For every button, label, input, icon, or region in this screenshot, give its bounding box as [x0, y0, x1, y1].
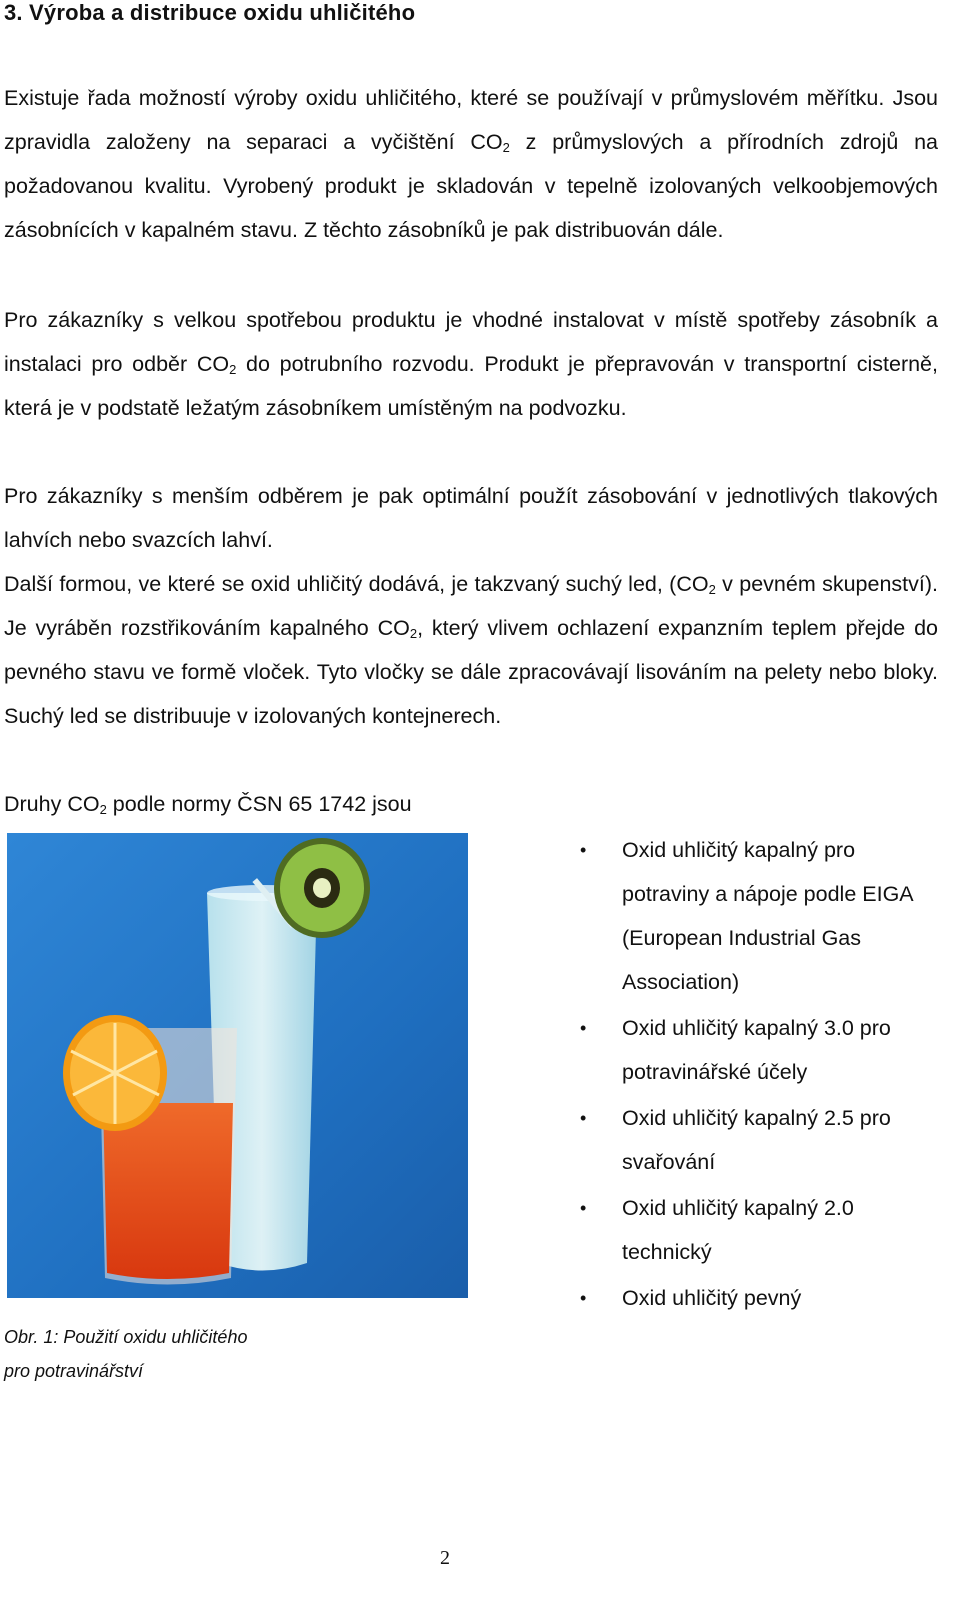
drinks-photo	[7, 833, 468, 1298]
kiwi-slice	[274, 838, 370, 938]
paragraph-small-customers: Pro zákazníky s menším odběrem je pak optimální použít zásobování v jednotlivých tlakových lahvích nebo svazcích lahví.	[4, 484, 938, 552]
list-item: • Oxid uhličitý kapalný 2.5 pro svařování	[580, 1096, 940, 1184]
page-number: 2	[440, 1547, 450, 1569]
caption-line-1: Obr. 1: Použití oxidu uhličitého	[4, 1327, 248, 1347]
caption-line-2: pro potravinářství	[4, 1361, 144, 1381]
co2-types-list	[580, 828, 940, 1322]
paragraph-production-methods: Existuje řada možností výroby oxidu uhličitého, které se používají v průmyslovém měřítku. Jsou zpravidla založeny na separaci a vyčištění $CO_2$ z průmyslových a přírodních zdrojů na požadovanou kvalitu. Vyrobený produkt je skladován v tepelně izolovaných velkoobjemových zásobnících v kapalném stavu. Z těchto zásobníků je pak distribuován dále.	[4, 86, 938, 242]
bullet-icon: •	[580, 1018, 587, 1038]
bullet-icon: •	[580, 1198, 587, 1218]
list-item: • Oxid uhličitý kapalný pro potraviny a nápoje podle EIGA (European Industrial Gas Association)	[580, 828, 940, 1004]
bullet-icon: •	[580, 1108, 587, 1128]
paragraph-dry-ice: Další formou, ve které se oxid uhličitý dodává, je takzvaný suchý led, ($CO_2$ v pevném skupenství). Je vyráběn rozstřikováním kapalného $CO_2$, který vlivem ochlazení expanzním teplem přejde do pevného stavu ve formě vloček. Tyto vločky se dále zpracovávají lisováním na pelety nebo bloky. Suchý led se distribuuje v izolovaných kontejnerech.	[4, 572, 938, 728]
figure-caption	[4, 1320, 247, 1388]
paragraph-co2-types-intro: Druhy $CO_2$ podle normy ČSN 65 1742 jsou	[4, 792, 412, 817]
orange-slice	[63, 1015, 167, 1131]
section-heading: 3. Výroba a distribuce oxidu uhličitého	[4, 0, 416, 25]
bullet-icon: •	[580, 1288, 587, 1308]
paragraph-large-customers: Pro zákazníky s velkou spotřebou produktu je vhodné instalovat v místě spotřeby zásobník a instalaci pro odběr $CO_2$ do potrubního rozvodu. Produkt je přepravován v transportní cisterně, která je v podstatě ležatým zásobníkem umístěným na podvozku.	[4, 308, 938, 420]
bullet-icon: •	[580, 840, 587, 860]
list-item: • Oxid uhličitý kapalný 2.0 technický	[580, 1186, 940, 1274]
list-item: • Oxid uhličitý pevný	[580, 1276, 940, 1320]
list-item: • Oxid uhličitý kapalný 3.0 pro potravinářské účely	[580, 1006, 940, 1094]
